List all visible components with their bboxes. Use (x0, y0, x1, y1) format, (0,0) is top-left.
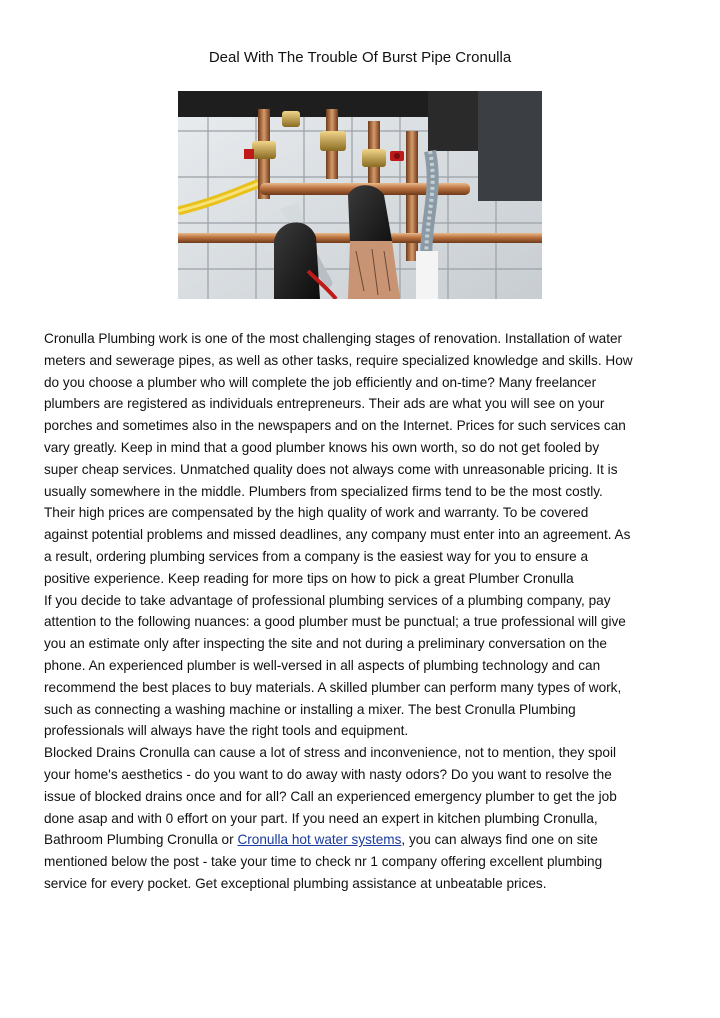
text-line: done asap and with 0 effort on your part. If you need an expert in kitchen plumbing Cronulla, (44, 810, 598, 826)
link-line (44, 829, 684, 851)
text-line: attention to the following nuances: a good plumber must be punctual; a true professional will give (44, 614, 626, 630)
text-line: plumbers are registered as individuals entrepreneurs. Their ads are what you will see on your (44, 396, 605, 412)
text-line: do you choose a plumber who will complete the job efficiently and on-time? Many freelancer (44, 374, 597, 390)
text-line: Their high prices are compensated by the high quality of work and warranty. To be covered (44, 505, 589, 521)
text-line: If you decide to take advantage of professional plumbing services of a plumbing company, pay (44, 592, 611, 608)
text-line: a result, ordering plumbing services from a company is the easiest way for you to ensure a (44, 548, 589, 564)
text-line: issue of blocked drains once and for all? Call an experienced emergency plumber to get the job (44, 788, 617, 804)
text-line: service for every pocket. Get exceptional plumbing assistance at unbeatable prices. (44, 875, 547, 891)
text-line: meters and sewerage pipes, as well as other tasks, require specialized knowledge and skills. How (44, 352, 633, 368)
text-line: against potential problems and missed deadlines, any company must enter into an agreement. As (44, 527, 631, 543)
plumbing-photo (178, 91, 542, 299)
text-line: your home's aesthetics - do you want to do away with nasty odors? Do you want to resolve the (44, 766, 612, 782)
page-title: Deal With The Trouble Of Burst Pipe Cronulla (208, 49, 512, 66)
text-line: positive experience. Keep reading for more tips on how to pick a great Plumber Cronulla (44, 570, 574, 586)
text-line: mentioned below the post - take your time to check nr 1 company offering excellent plumbing (44, 854, 603, 870)
text-line: Blocked Drains Cronulla can cause a lot of stress and inconvenience, not to mention, they spoil (44, 745, 617, 761)
hot-water-systems-link[interactable]: Cronulla hot water systems (237, 832, 402, 848)
text-line: recommend the best places to buy materials. A skilled plumber can perform many types of work, (44, 679, 622, 695)
article-body (44, 328, 684, 895)
text-line: such as connecting a washing machine or installing a mixer. The best Cronulla Plumbing (44, 701, 576, 717)
plumbing-photo-illustration (178, 91, 542, 299)
text-line: phone. An experienced plumber is well-versed in all aspects of plumbing technology and can (44, 657, 601, 673)
text-line: Cronulla Plumbing work is one of the most challenging stages of renovation. Installation of water (44, 331, 623, 346)
text-line: porches and sometimes also in the newspapers and on the Internet. Prices for such services can (44, 418, 626, 434)
text-after-link: , you can always find one on site (401, 832, 598, 848)
text-line: super cheap services. Unmatched quality does not always come with unreasonable pricing. It is (44, 461, 618, 477)
text-line: usually somewhere in the middle. Plumbers from specialized firms tend to be the most costly. (44, 483, 603, 499)
text-line: vary greatly. Keep in mind that a good plumber knows his own worth, so do not get fooled by (44, 439, 600, 455)
text-line: you an estimate only after inspecting the site and not during a preliminary conversation on the (44, 636, 607, 652)
text-line: professionals will always have the right tools and equipment. (44, 723, 409, 739)
text-before-link: Bathroom Plumbing Cronulla or (44, 832, 238, 848)
